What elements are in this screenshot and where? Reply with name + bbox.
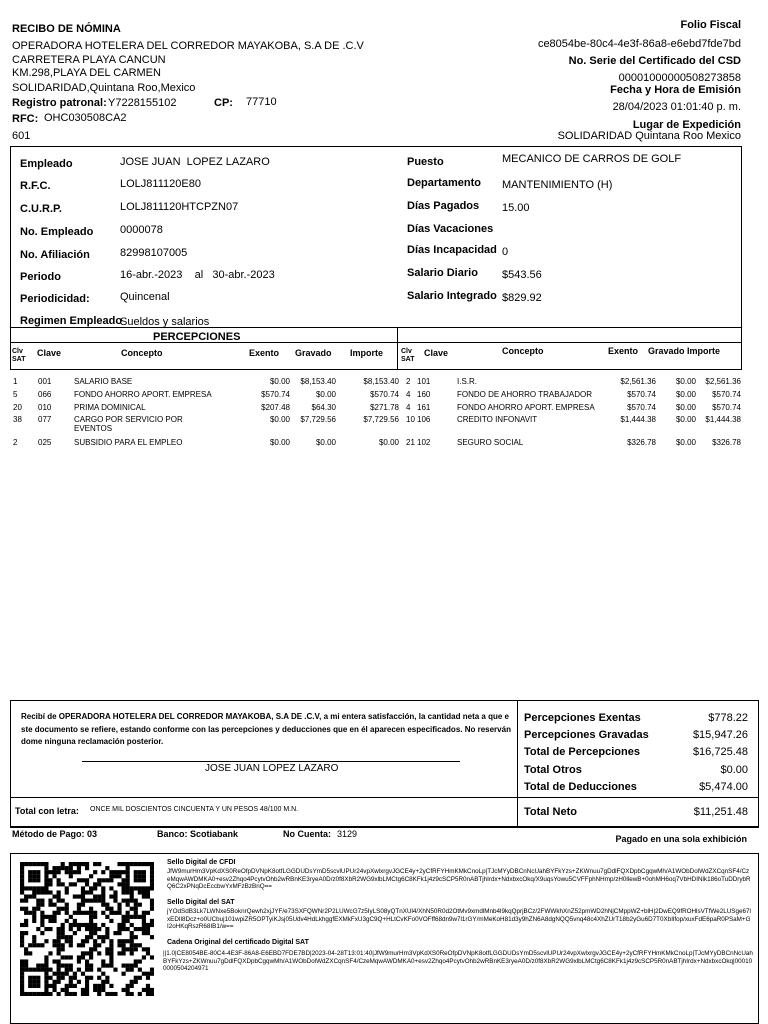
employee-field-label: Departamento [407, 177, 481, 189]
ded-header-concepto: Concepto [502, 346, 544, 356]
total-value: $778.22 [708, 712, 748, 724]
employee-field-label: Periodicidad: [20, 293, 90, 305]
issue-date-value: 28/04/2023 01:01:40 p. m. [612, 101, 741, 113]
perc-header-gravado: Gravado [295, 348, 332, 358]
ded-header-gravado: Gravado [648, 346, 685, 356]
company-address-line3: SOLIDARIDAD,Quintana Roo,Mexico [12, 82, 196, 94]
total-letra-label: Total con letra: [15, 806, 79, 816]
total-label: Percepciones Gravadas [524, 729, 649, 741]
issue-place-value: SOLIDARIDAD Quintana Roo Mexico [557, 130, 741, 142]
employee-field-label: Puesto [407, 156, 444, 168]
perc-row-concepto: PRIMA DOMINICAL [74, 403, 146, 412]
perc-row-clv: 1 [13, 377, 18, 386]
qr-code-icon [20, 862, 154, 996]
ded-row-gravado: $0.00 [675, 438, 696, 447]
perc-row-concepto: SUBSIDIO PARA EL EMPLEO [74, 438, 183, 447]
signature-line [82, 761, 460, 762]
employee-field-label: Salario Diario [407, 267, 478, 279]
employee-field-value: 82998107005 [120, 247, 188, 259]
ded-row-importe: $570.74 [712, 390, 741, 399]
ded-row-clave: 102 [417, 438, 431, 447]
rfc-value: OHC030508CA2 [44, 112, 127, 124]
registro-patronal-label: Registro patronal: [12, 97, 107, 109]
employee-field-label: R.F.C. [20, 180, 51, 192]
cadena-original-label: Cadena Original del certificado Digital SAT [167, 939, 309, 946]
total-label: Percepciones Exentas [524, 712, 641, 724]
ded-row-concepto: CREDITO INFONAVIT [457, 415, 538, 424]
total-label: Total Otros [524, 764, 582, 776]
ded-row-concepto: FONDO AHORRO APORT. EMPRESA [457, 403, 595, 412]
employee-field-value: 16-abr.-2023 al 30-abr.-2023 [120, 269, 275, 281]
perc-row-clave: 010 [38, 403, 52, 412]
employee-field-label: Regimen Empleado [20, 315, 123, 327]
ded-row-clv: 21 [406, 438, 415, 447]
ded-row-gravado: $0.00 [675, 390, 696, 399]
cp-value: 77710 [246, 96, 277, 108]
total-value: $0.00 [720, 764, 748, 776]
perc-row-clave: 066 [38, 390, 52, 399]
ded-row-clave: 160 [417, 390, 431, 399]
ded-row-importe: $1,444.38 [705, 415, 741, 424]
perc-header-exento: Exento [249, 348, 280, 358]
company-address-line2: KM.298,PLAYA DEL CARMEN [12, 67, 161, 79]
receipt-statement: Recibí de OPERADORA HOTELERA DEL CORREDOR MAYAKOBA, S.A DE .C.V, a mi entera satisfacción, la cantidad neta a que este documento se refiere, estando conforme con las percepciones y deducciones que en él aparecen especificados. No reservándome ninguna reclamación posterior. [21, 712, 511, 746]
company-name: OPERADORA HOTELERA DEL CORREDOR MAYAKOBA, S.A DE .C.V [12, 40, 364, 52]
ded-header-clv: Clv SAT [401, 348, 415, 363]
perc-row-concepto: FONDO AHORRO APORT. EMPRESA [74, 390, 212, 399]
employee-field-value: 0 [502, 246, 509, 258]
perc-row-clv: 5 [13, 390, 18, 399]
ded-row-clv: 10 [406, 415, 415, 424]
perc-row-importe: $7,729.56 [363, 415, 399, 424]
ded-header-importe: Importe [687, 346, 721, 356]
perc-row-clave: 025 [38, 438, 52, 447]
perc-row-clave: 001 [38, 377, 52, 386]
certificate-serial-value: 00001000000508273858 [618, 72, 741, 84]
ded-row-concepto: I.S.R. [457, 377, 478, 386]
employee-field-value: $543.56 [502, 269, 542, 281]
perc-row-gravado: $7,729.56 [300, 415, 336, 424]
certificate-serial-label: No. Serie del Certificado del CSD [568, 55, 741, 67]
banco: Banco: Scotiabank [157, 829, 239, 839]
employee-field-value: MECANICO DE CARROS DE GOLF [502, 153, 682, 165]
signer-name: JOSE JUAN LOPEZ LAZARO [205, 763, 339, 774]
registro-patronal-value: Y7228155102 [108, 97, 177, 109]
ded-row-concepto: FONDO DE AHORRO TRABAJADOR [457, 390, 592, 399]
employee-field-label: Días Incapacidad [407, 244, 497, 256]
employee-field-value: LOLJ811120E80 [120, 178, 201, 190]
ded-row-clave: 101 [417, 377, 431, 386]
perc-row-importe: $0.00 [378, 438, 399, 447]
folio-fiscal-value: ce8054be-80c4-4e3f-86a8-e6ebd7fde7bd [537, 38, 741, 50]
ded-row-gravado: $0.00 [675, 403, 696, 412]
ded-row-gravado: $0.00 [675, 377, 696, 386]
ded-header-exento: Exento [608, 346, 639, 356]
total-letra-value: ONCE MIL DOSCIENTOS CINCUENTA Y UN PESOS 48/100 M.N. [90, 806, 299, 813]
ded-row-exento: $2,561.36 [620, 377, 656, 386]
perc-row-concepto: CARGO POR SERVICIO POR EVENTOS [74, 415, 183, 433]
ded-row-clave: 161 [417, 403, 431, 412]
employee-field-value: MANTENIMIENTO (H) [502, 179, 613, 191]
ded-header-clave: Clave [424, 348, 449, 358]
employee-field-value: 15.00 [502, 202, 530, 214]
company-address-line1: CARRETERA PLAYA CANCUN [12, 54, 166, 66]
employee-field-label: C.U.R.P. [20, 203, 62, 215]
ded-row-importe: $326.78 [712, 438, 741, 447]
perc-row-importe: $8,153.40 [363, 377, 399, 386]
perc-header-clv: Clv SAT [12, 348, 26, 363]
regimen-fiscal-code: 601 [12, 130, 31, 142]
perc-row-exento: $0.00 [269, 377, 290, 386]
sello-sat-value: jYOdSdB3Lk7LWNxe5BoknrQewh2xjJYF/e73SXFQWNr2P2LUWcG7z5IyLS08yQTnXUl4/XhN50R0d2OtMv9xmdlMnb4l9kqQprjBCz/2FWWkhXnZ52pmWD2hNjCMppWZ+blH|2DwEQ9fROHlsVTfWe2LUSge67lxEDIl8Dcz+o0UCbuj101wpiZR5OPTyiKJsj05Udv4HdLkhggfEXMkFxU3gC9Q+HLtCvKFo0VOFff68dn9w7l1rGY/mMeKoH81d3y9hZN6A8dgNQQ5vnq48c4XhZUrT18b2yGu6D7T0XbIlfop/xuxFdE6paR0PSaM+GI2oHKqRszR68IB1/w== [167, 908, 751, 930]
perc-row-exento: $207.48 [261, 403, 290, 412]
ded-row-importe: $2,561.36 [705, 377, 741, 386]
ded-row-exento: $570.74 [627, 390, 656, 399]
sello-cfdi-value: JfW9murHm3VpKdXS0ReOfpDVNpK8otfLGGDUDsYmD5scvlUPUr24vpXwlxrgvJGCE4y+2yCfRFYHmKMkCnoLp|TJcMYyDBCnNcUahBYFkYzs+ZKWnuu7gDdlFQXDpbCgqwMh/A1WObDolWdZXCqnSF4/CzeMqwAWDMKA0+esv2Zhqo4PcytvOhb2wRBnKE3ryeA0D/z0f8XbR2WG9xlbLMCtg6C8KFk1j4z9cSCP5R0nABTjhIrdx+NdxbxcOkq/X9uqsYowu5CVFFphNHmp/zH0llewB+0ohMH6oq7VbHDINlk186oTuDDrybRQ6C2xPNqDcEccbwYxMFzBzBnQ== [167, 868, 751, 890]
employee-field-label: Periodo [20, 271, 61, 283]
perc-row-clv: 38 [13, 415, 22, 424]
employee-field-label: Salario Integrado [407, 290, 497, 302]
employee-field-value: Quincenal [120, 291, 170, 303]
perc-header-clave: Clave [37, 348, 62, 358]
employee-field-label: No. Afiliación [20, 249, 90, 261]
employee-field-label: No. Empleado [20, 226, 94, 238]
folio-fiscal-label: Folio Fiscal [680, 19, 741, 31]
pago-exhibicion: Pagado en una sola exhibición [615, 834, 747, 844]
employee-field-value: Sueldos y salarios [120, 316, 210, 328]
ded-row-clave: 106 [417, 415, 431, 424]
issue-place-label: Lugar de Expedición [632, 119, 741, 131]
ded-row-clv: 2 [406, 377, 411, 386]
ded-row-gravado: $0.00 [675, 415, 696, 424]
perc-row-gravado: $8,153.40 [300, 377, 336, 386]
perc-row-importe: $570.74 [370, 390, 399, 399]
perc-row-clv: 2 [13, 438, 18, 447]
document-title: RECIBO DE NÓMINA [12, 23, 121, 35]
metodo-pago: Método de Pago: 03 [12, 829, 98, 839]
perc-header-importe: Importe [350, 348, 384, 358]
total-neto-label: Total Neto [524, 806, 577, 818]
employee-field-label: Días Vacaciones [407, 223, 494, 235]
employee-field-label: Empleado [20, 158, 73, 170]
perc-row-exento: $0.00 [269, 438, 290, 447]
sello-sat-label: Sello Digital del SAT [167, 899, 235, 906]
total-label: Total de Deducciones [524, 781, 637, 793]
total-value: $15,947.26 [692, 729, 748, 741]
ded-row-clv: 4 [406, 403, 411, 412]
total-label: Total de Percepciones [524, 746, 640, 758]
employee-field-value: 0000078 [120, 224, 163, 236]
perc-row-importe: $271.78 [370, 403, 399, 412]
employee-field-label: Días Pagados [407, 200, 480, 212]
perc-row-clave: 077 [38, 415, 52, 424]
perc-row-concepto: SALARIO BASE [74, 377, 133, 386]
cp-label: CP: [214, 97, 233, 109]
perc-row-exento: $0.00 [269, 415, 290, 424]
ded-row-clv: 4 [406, 390, 411, 399]
perc-row-gravado: $0.00 [315, 438, 336, 447]
perc-row-clv: 20 [13, 403, 22, 412]
total-value: $16,725.48 [692, 746, 748, 758]
perc-row-exento: $570.74 [261, 390, 290, 399]
issue-date-label: Fecha y Hora de Emisión [610, 84, 741, 96]
cuenta-value: 3129 [337, 829, 358, 839]
ded-row-exento: $326.78 [627, 438, 656, 447]
ded-row-exento: $1,444.38 [620, 415, 656, 424]
cadena-original-value: ||1.0|CE8054BE-80C4-4E3F-86A8-E6EBD7FDE7BD|2023-04-28T13:01:40|JfW9murHm3VpKdXS0ReOfpDVNpK8otfLGGDUDsYmD5scvlUPUr24vpXwlxrgvJGCE4y+2yCfRFYHmKMkCnoLp|TJcMYyDBCnNcUahBYFkYzs+ZKWnuu7gDdlFQXDpbCgqwMh/A1WObDolWdZXCqnSF4/CzeMqwAWDMKA0+esv2Zhqo4PcytvOhb2wRBnKE3ryeA0D/z0f8XbR2WG9xlbLMCtg6C8KFk1j4z9cSCP5R0nABTjhIrdx+NdxbxcOkq|000100000504204971 [163, 950, 753, 972]
employee-field-value: JOSE JUAN LOPEZ LAZARO [120, 156, 270, 168]
percepciones-title: PERCEPCIONES [153, 331, 241, 343]
cuenta-label: No Cuenta: [283, 829, 331, 839]
ded-row-concepto: SEGURO SOCIAL [457, 438, 524, 447]
total-neto-value: $11,251.48 [693, 806, 748, 818]
ded-row-exento: $570.74 [627, 403, 656, 412]
perc-header-concepto: Concepto [121, 348, 163, 358]
perc-row-gravado: $0.00 [315, 390, 336, 399]
total-value: $5,474.00 [699, 781, 748, 793]
sello-cfdi-label: Sello Digital de CFDI [167, 859, 236, 866]
perc-row-gravado: $64.30 [311, 403, 336, 412]
rfc-label: RFC: [12, 113, 39, 125]
ded-row-importe: $570.74 [712, 403, 741, 412]
employee-field-value: $829.92 [502, 292, 542, 304]
employee-field-value: LOLJ811120HTCPZN07 [120, 201, 239, 213]
